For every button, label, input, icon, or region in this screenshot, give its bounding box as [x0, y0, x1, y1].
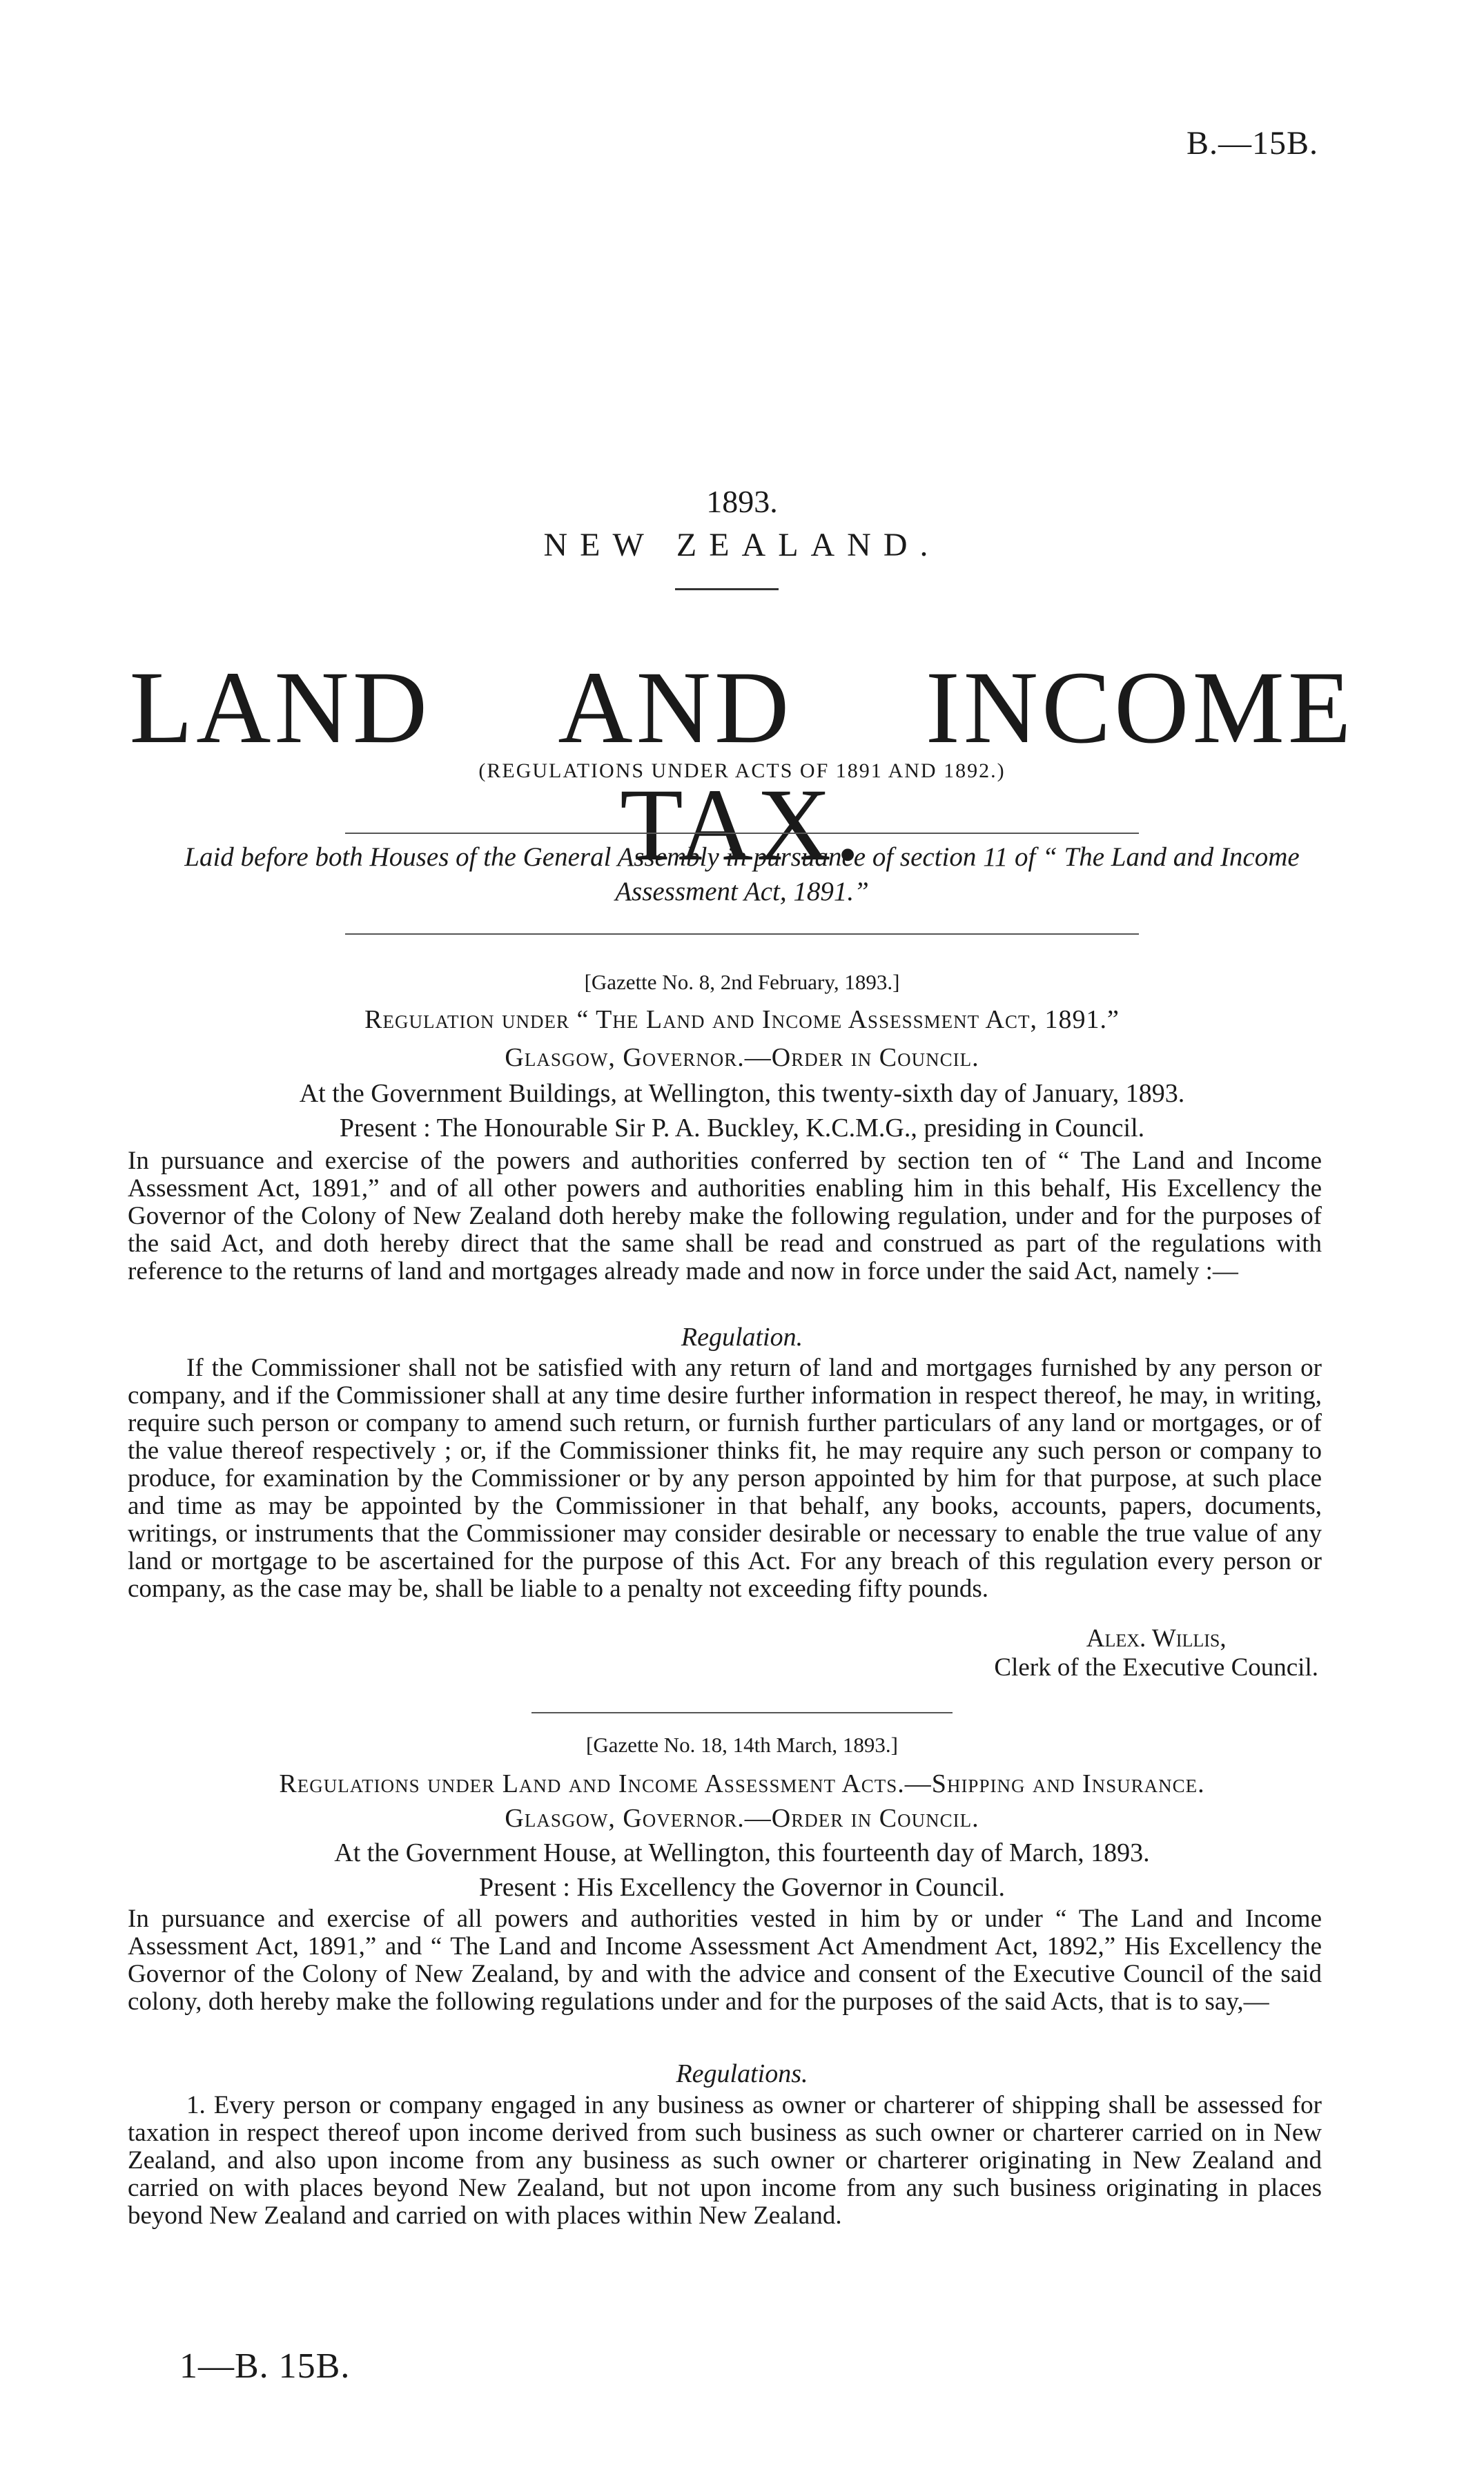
title-divider [675, 588, 779, 590]
preamble-paragraph: In pursuance and exercise of the powers and authorities conferred by section ten of “ The Land and Income Assessment Act, 1891,” and of all other powers and authorities enabling him in this behalf, His Excellency the Governor of the Colony of New Zealand doth hereby make the following regulation, under and for the purposes of the said Act, and doth hereby direct that the same shall be read and construed as part of the regulations with reference to the returns of land and mortgages already made and now in force under the said Act, namely :— [128, 1147, 1322, 1285]
year: 1893. [706, 484, 778, 519]
country-heading: NEW ZEALAND. [543, 527, 941, 563]
signature-title: Clerk of the Executive Council. [994, 1653, 1318, 1682]
signature-name: Alex. Willis, [1086, 1624, 1227, 1653]
regulation-subheading: Regulation. [681, 1323, 803, 1352]
laid-before-note: Laid before both Houses of the General Assembly in pursuance of section 11 of “ The Land and Income Assessment Act, 1891.” [184, 842, 1300, 906]
present-line: Present : His Excellency the Governor in Council. [479, 1873, 1005, 1902]
regulation-1-paragraph: 1. Every person or company engaged in any business as owner or charterer of shipping shall be assessed for taxation in respect thereof upon income derived from such business as such owner or charterer carried on in New Zealand, and also upon income from any business as such owner or charterer originating in New Zealand and carried on with places beyond New Zealand, but not upon income from any such business originating in places beyond New Zealand and carried on with places within New Zealand. [128, 2091, 1322, 2230]
divider-bottom [345, 933, 1139, 935]
place-line: At the Government House, at Wellington, this fourteenth day of March, 1893. [334, 1838, 1150, 1867]
regulation-heading: Regulation under “ The Land and Income Assessment Act, 1891.” [364, 1005, 1120, 1034]
preamble-paragraph: In pursuance and exercise of all powers and authorities vested in him by or under “ The Land and Income Assessment Act, 1891,” and “ The Land and Income Assessment Act Amendment Act, 1892,” His Excellency the Governor of the Colony of New Zealand, by and with the advice and consent of the Executive Council of the said colony, doth hereby make the following regulations under and for the purposes of the said Acts, that is to say,— [128, 1905, 1322, 2016]
regulation-paragraph: If the Commissioner shall not be satisfied with any return of land and mortgages furnished by any person or company, and if the Commissioner shall at any time desire further information in respect thereof, he may, in writing, require such person or company to amend such return, or furnish further particulars of any land or mortgages, or of the value thereof respectively ; or, if the Commissioner thinks fit, he may require any such person or company to produce, for examination by the Commissioner or by any person appointed by him for that purpose, at such place and time as may be appointed by the Commissioner in that behalf, any books, accounts, papers, documents, writings, or instruments that the Commissioner may consider desirable or necessary to enable the true value of any land or mortgage to be ascertained for the purpose of this Act. For any breach of this regulation every person or company, as the case may be, shall be liable to a penalty not exceeding fifty pounds. [128, 1354, 1322, 1603]
section-divider [531, 1712, 953, 1713]
governor-line: Glasgow, Governor.—Order in Council. [505, 1804, 979, 1833]
present-line: Present : The Honourable Sir P. A. Buckley, K.C.M.G., presiding in Council. [339, 1114, 1145, 1143]
gazette-reference: [Gazette No. 18, 14th March, 1893.] [586, 1733, 898, 1757]
divider-top [345, 833, 1139, 834]
sub-title: (REGULATIONS UNDER ACTS OF 1891 AND 1892.) [478, 759, 1006, 782]
governor-line: Glasgow, Governor.—Order in Council. [505, 1043, 979, 1072]
page-identifier: B.—15B. [1186, 125, 1318, 162]
gazette-reference: [Gazette No. 8, 2nd February, 1893.] [584, 970, 900, 994]
place-line: At the Government Buildings, at Wellington, this twenty-sixth day of January, 1893. [299, 1079, 1185, 1108]
regulation-heading: Regulations under Land and Income Assessment Acts.—Shipping and Insurance. [279, 1769, 1205, 1798]
signature-block [994, 1624, 1318, 1682]
regulations-subheading: Regulations. [676, 2059, 808, 2088]
main-title: LAND AND INCOME TAX. [129, 650, 1355, 882]
sheet-mark: 1—B. 15B. [179, 2346, 351, 2386]
